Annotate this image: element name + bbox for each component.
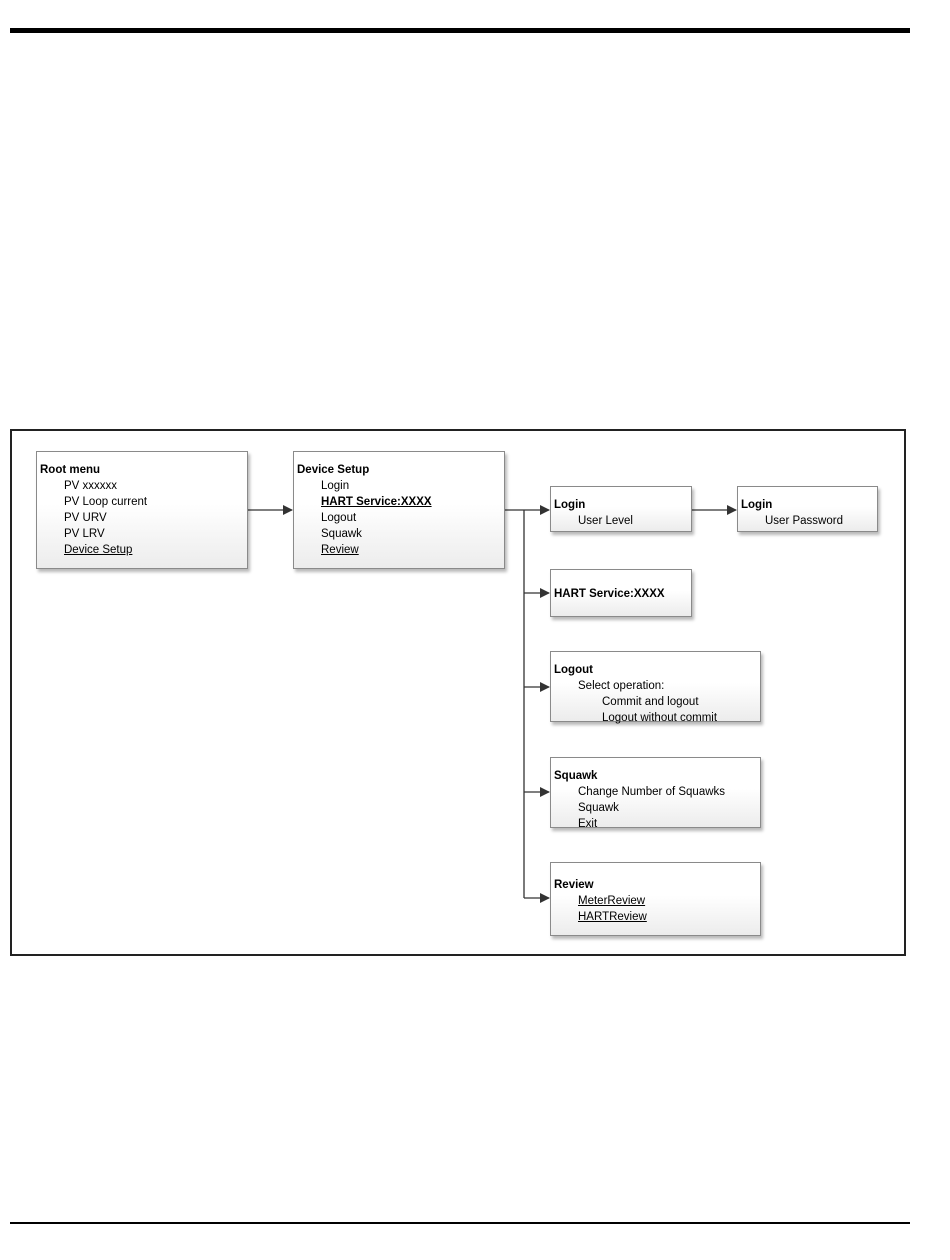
root-menu-item-device-setup[interactable]: Device Setup xyxy=(64,544,133,556)
logout-box xyxy=(550,651,761,722)
squawk-item-exit[interactable]: Exit xyxy=(578,818,598,830)
hart-service-title: HART Service:XXXX xyxy=(554,588,665,600)
squawk-item-change-number[interactable]: Change Number of Squawks xyxy=(578,786,726,798)
login-item-user-password[interactable]: User Password xyxy=(765,515,843,527)
device-setup-item-hart-service[interactable]: HART Service:XXXX xyxy=(321,496,432,508)
device-setup-item-review[interactable]: Review xyxy=(321,544,359,556)
top-rule xyxy=(10,28,910,33)
bottom-rule xyxy=(10,1222,910,1224)
device-setup-item-login[interactable]: Login xyxy=(321,480,350,492)
review-item-meter-review[interactable]: MeterReview xyxy=(578,895,646,907)
review-box xyxy=(550,862,761,936)
device-setup-item-squawk[interactable]: Squawk xyxy=(321,528,362,540)
squawk-item-squawk[interactable]: Squawk xyxy=(578,802,619,814)
logout-item-select-operation: Select operation: xyxy=(578,680,665,692)
device-setup-item-logout[interactable]: Logout xyxy=(321,512,357,524)
device-setup-title: Device Setup xyxy=(297,464,370,476)
hart-service-box xyxy=(550,569,692,617)
squawk-title: Squawk xyxy=(554,770,598,782)
login-password-box xyxy=(737,486,878,532)
logout-item-logout-without-commit[interactable]: Logout without commit xyxy=(602,712,718,724)
squawk-box xyxy=(550,757,761,828)
review-title: Review xyxy=(554,879,594,891)
login-title: Login xyxy=(554,499,586,511)
logout-item-commit-and-logout[interactable]: Commit and logout xyxy=(602,696,699,708)
login-box xyxy=(550,486,692,532)
root-menu-item-pv-urv[interactable]: PV URV xyxy=(64,512,107,524)
login-item-user-level[interactable]: User Level xyxy=(578,515,633,527)
device-setup-box xyxy=(293,451,505,569)
root-menu-item-pv-loop-current[interactable]: PV Loop current xyxy=(64,496,148,508)
login-password-title: Login xyxy=(741,499,773,511)
review-item-hart-review[interactable]: HARTReview xyxy=(578,911,647,923)
logout-title: Logout xyxy=(554,664,593,676)
root-menu-box xyxy=(36,451,248,569)
root-menu-item-pv-lrv[interactable]: PV LRV xyxy=(64,528,105,540)
root-menu-title: Root menu xyxy=(40,464,101,476)
root-menu-item-pv[interactable]: PV xxxxxx xyxy=(64,480,118,492)
